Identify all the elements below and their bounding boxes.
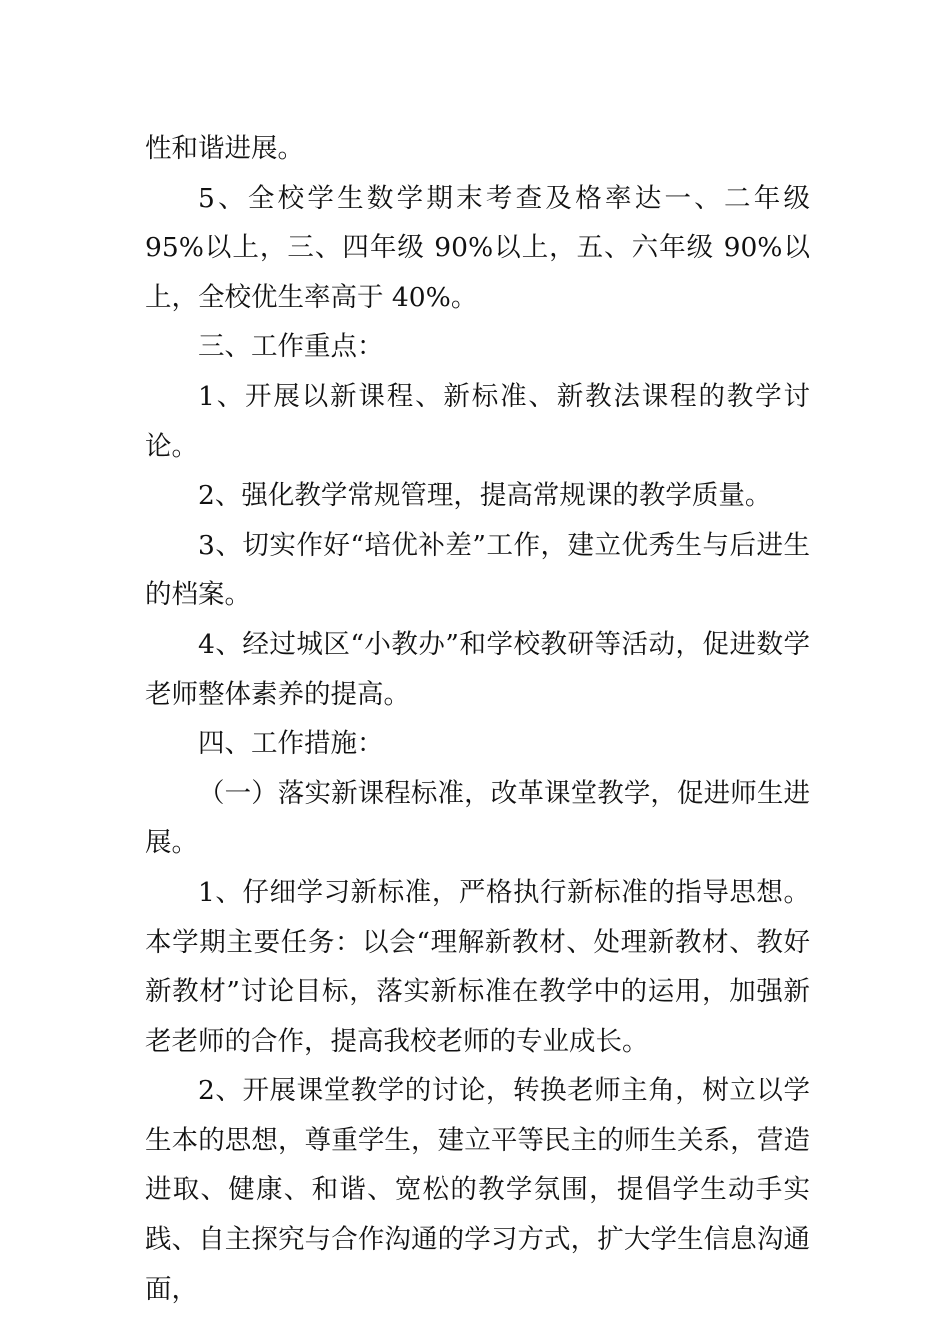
paragraph-focus-2: 2、强化教学常规管理，提高常规课的教学质量。 (198, 480, 772, 512)
paragraph-focus-1: 1、开展以新课程、新标准、新教法课程的教学讨论。 (145, 380, 810, 462)
subsection-heading-1: （一）落实新课程标准，改革课堂教学，促进师生进展。 (145, 777, 810, 859)
document-page (145, 124, 810, 1314)
section-heading-work-focus: 三、工作重点： (198, 331, 384, 363)
paragraph-focus-3: 3、切实作好“培优补差”工作，建立优秀生与后进生的档案。 (145, 529, 810, 611)
paragraph-focus-4: 4、经过城区“小教办”和学校教研等活动，促进数学老师整体素养的提高。 (145, 628, 810, 710)
paragraph-measure-1: 1、仔细学习新标准，严格执行新标准的指导思想。本学期主要任务：以会“理解新教材、处理新教材、教好新教材”讨论目标，落实新标准在教学中的运用，加强新老老师的合作，提高我校老师的专业成长。 (145, 876, 810, 1057)
paragraph-continuation: 性和谐进展。 (145, 133, 304, 164)
paragraph-goal-5: 5、全校学生数学期末考查及格率达一、二年级 95%以上，三、四年级 90%以上，五、六年级 90%以上，全校优生率高于 40%。 (145, 182, 810, 313)
section-heading-work-measures: 四、工作措施： (198, 728, 384, 760)
paragraph-measure-2: 2、开展课堂教学的讨论，转换老师主角，树立以学生本的思想，尊重学生，建立平等民主的师生关系，营造进取、健康、和谐、宽松的教学氛围，提倡学生动手实践、自主探究与合作沟通的学习方式，扩大学生信息沟通面， (145, 1075, 810, 1305)
